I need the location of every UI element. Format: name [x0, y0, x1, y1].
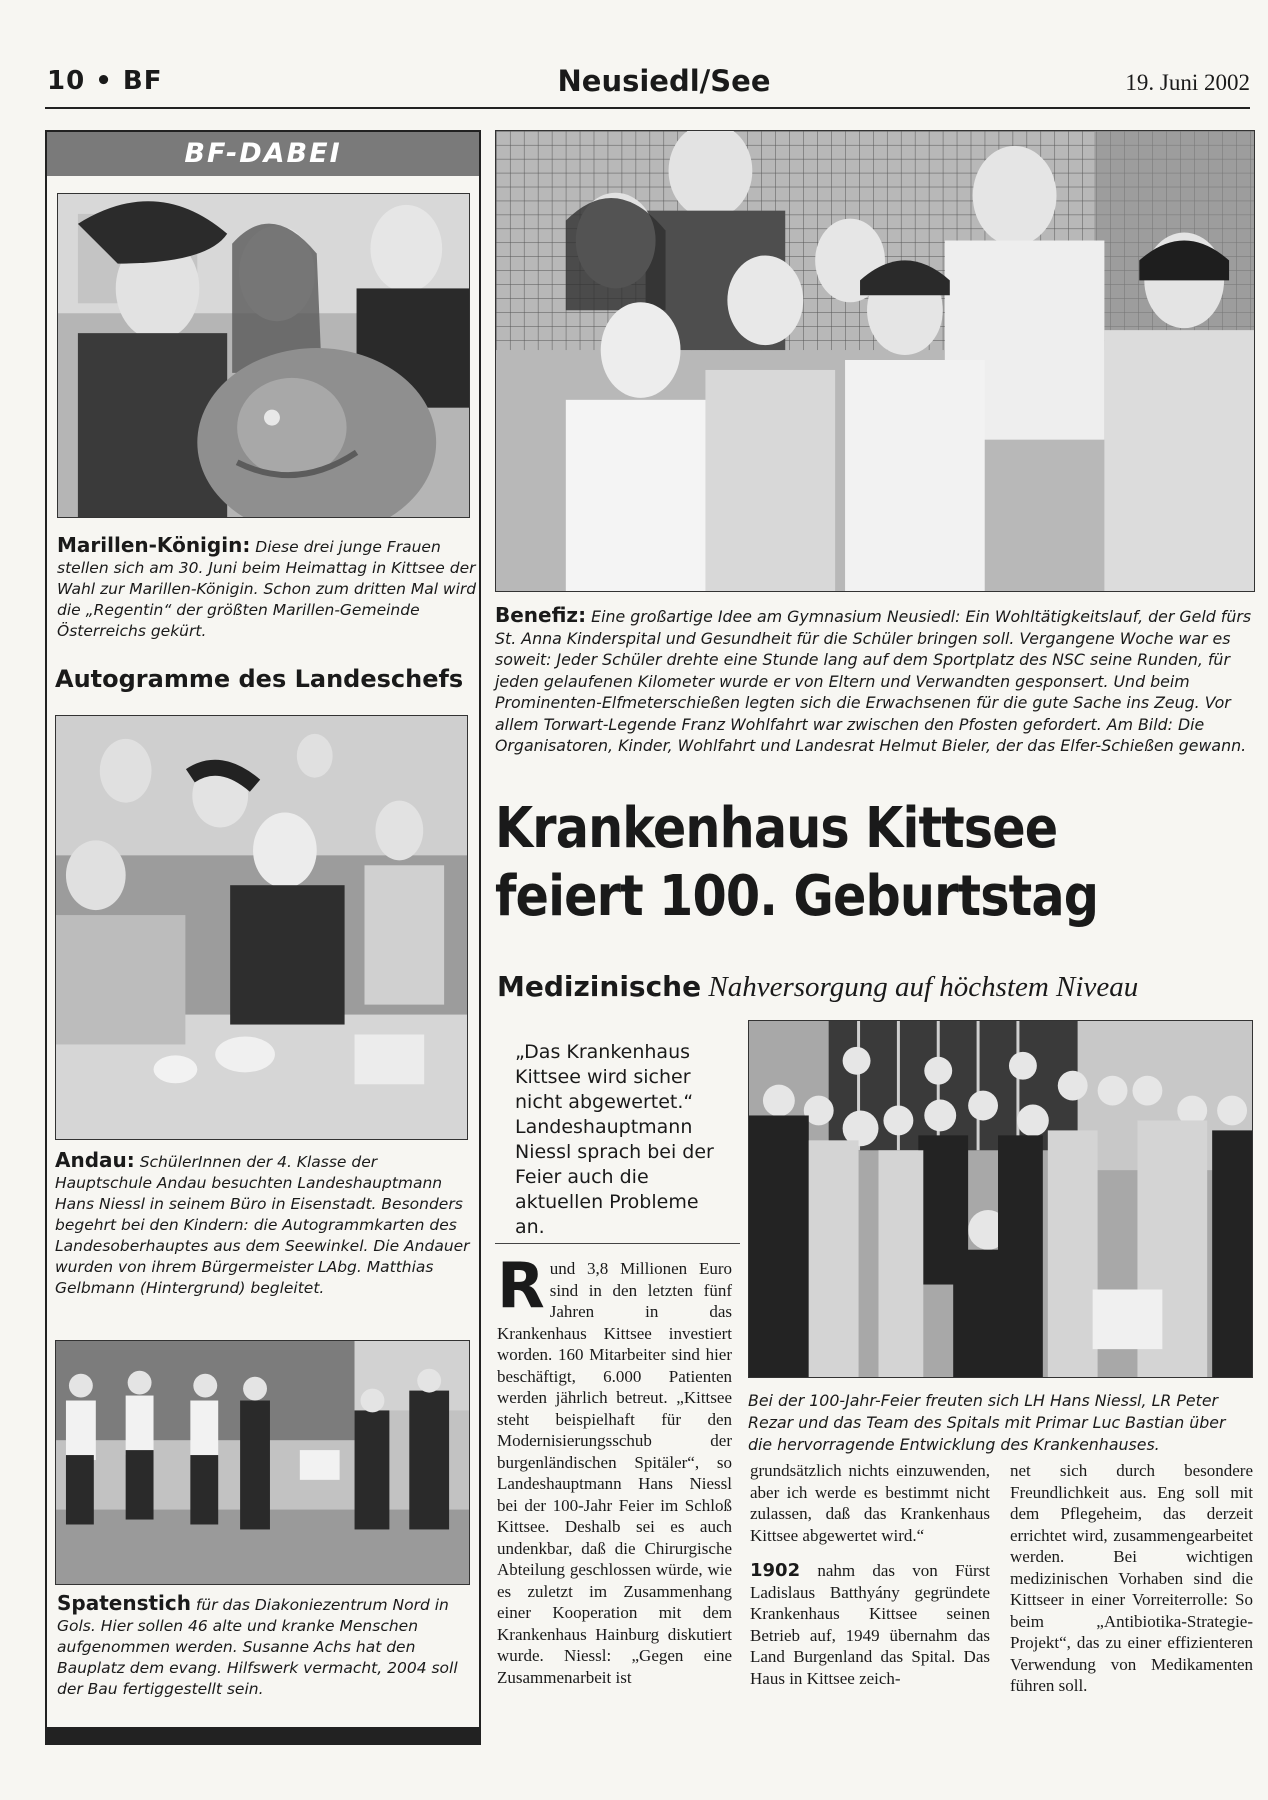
- drop-cap: R: [497, 1249, 545, 1322]
- photo-hospital-team: [748, 1020, 1253, 1378]
- article-headline: Krankenhaus Kittsee feiert 100. Geburtstag: [495, 796, 1099, 929]
- subline-italic: Nahversorgung auf höchstem Niveau: [701, 971, 1139, 1003]
- caption-benefiz: [495, 605, 1255, 757]
- sidebar-banner: BF-DABEI: [47, 132, 479, 176]
- column-text-a: grundsätzlich nichts einzuwenden, aber ich werde es bestimmt nicht zulassen, daß das Krankenhaus Kittsee abgewertet wird.“: [750, 1461, 990, 1545]
- article-subline: [497, 970, 1138, 1004]
- article-column-2: [750, 1460, 990, 1689]
- photo-andau-visit: [55, 715, 468, 1140]
- pull-quote: „Das Krankenhaus Kittsee wird sicher nicht abgewertet.“ Landeshauptmann Niessl sprach bei der Feier auch die aktuellen Probleme an.: [515, 1041, 714, 1238]
- page-number: 10 • BF: [47, 66, 163, 96]
- caption-text: für das Diakoniezentrum Nord in Gols. Hier sollen 46 alte und kranke Menschen aufgenommen werden. Susanne Achs hat den Bauplatz dem evang. Hilfswerk vermacht, 2004 soll der Bau fertiggestellt sein.: [57, 1596, 458, 1698]
- subhead-autogramme: Autogramme des Landeschefs: [55, 665, 464, 693]
- caption-lead: Spatenstich: [57, 1591, 191, 1615]
- caption-lead: Marillen-Königin:: [57, 533, 251, 557]
- caption-lead: Andau:: [55, 1148, 135, 1172]
- pull-quote-rule: [495, 1243, 740, 1244]
- caption-hospital: [748, 1390, 1253, 1456]
- year-highlight: 1902: [750, 1560, 801, 1581]
- caption-text: SchülerInnen der 4. Klasse der Hauptschule Andau besuchten Landeshauptmann Hans Niessl in seinem Büro in Eisenstadt. Besonders begehrt bei den Kindern: die Autogrammkarten des Landesoberhauptes aus dem Seewinkel. Die Andauer wurden von ihrem Bürgermeister LAbg. Matthias Gelbmann (Hintergrund) begleitet.: [55, 1153, 470, 1297]
- caption-marillen: [57, 535, 477, 642]
- caption-text: Bei der 100-Jahr-Feier freuten sich LH Hans Niessl, LR Peter Rezar und das Team des Spitals mit Primar Luc Bastian über die hervorragende Entwicklung des Krankenhauses.: [748, 1391, 1226, 1454]
- photo-benefiz-group: [495, 130, 1255, 592]
- section-title: Neusiedl/See: [557, 64, 771, 98]
- photo-marillen-queens: [57, 193, 470, 518]
- caption-spatenstich: [57, 1593, 477, 1700]
- header-rule: [45, 107, 1250, 109]
- caption-lead: Benefiz:: [495, 603, 587, 627]
- column-text: net sich durch besondere Freundlichkeit aus. Eng soll mit dem Pflegeheim, das derzeit errichtet wird, zusammengearbeitet werden. Bei wichtigen medizinischen Vorhaben sind die Kittseer in einer Vorreiterrolle: So beim „Antibiotika-Strategie-Projekt“, das zu einer effizienteren Verwendung von Medikamenten führen soll.: [1010, 1461, 1253, 1695]
- sidebar-bottom-bar: [47, 1727, 479, 1743]
- issue-date: 19. Juni 2002: [1125, 70, 1250, 95]
- caption-andau: [55, 1150, 475, 1299]
- caption-text: Diese drei junge Frauen stellen sich am 30. Juni beim Heimattag in Kittsee der Wahl zur Marillen-Königin. Schon zum dritten Mal wird die „Regentin“ der größten Marillen-Gemeinde Österreichs gekürt.: [57, 538, 477, 640]
- photo-spatenstich: [55, 1340, 470, 1585]
- column-text-b: nahm das von Fürst Ladislaus Batthyány gegründete Krankenhaus Kittsee seinen Betrieb auf, 1949 übernahm das Land Burgenland das Spital. Das Haus in Kittsee zeich-: [750, 1561, 990, 1688]
- article-column-3: [1010, 1460, 1253, 1697]
- subline-bold: Medizinische: [497, 970, 702, 1003]
- column-text: und 3,8 Millionen Euro sind in den letzten fünf Jahren in das Krankenhaus Kittsee investiert worden. 160 Mitarbeiter sind hier beschäftigt, 6.000 Patienten werden jährlich betreut. „Kittsee steht beispielhaft für den Modernisierungsschub der burgenländischen Spitäler“, so Landeshauptmann Hans Niessl bei der 100-Jahr Feier im Schloß Kittsee. Deshalb sei es auch undenkbar, daß die Chirurgische Abteilung geschlossen würde, wie es zuletzt im Zusammenhang einer Kooperation mit dem Krankenhaus Hainburg diskutiert wurde. Niessl: „Gegen eine Zusammenarbeit ist: [497, 1259, 732, 1687]
- caption-text: Eine großartige Idee am Gymnasium Neusiedl: Ein Wohltätigkeitslauf, der Geld fürs St. Anna Kinderspital und Gesundheit für die Schüler bringen soll. Vergangene Woche war es soweit: Jeder Schüler drehte eine Stunde lang auf dem Sportplatz des NSC seine Runden, für jeden gelaufenen Kilometer wurde er von Eltern und Verwandten gesponsert. Und beim Prominenten-Elfmeterschießen legten sich die Erwachsenen für die gute Sache ins Zeug. Vor allem Torwart-Legende Franz Wohlfahrt war zwischen den Pfosten gefordert. Am Bild: Die Organisatoren, Kinder, Wohlfahrt und Landesrat Helmut Bieler, der das Elfer-Schießen gewann.: [495, 607, 1252, 755]
- article-column-1: [497, 1249, 732, 1688]
